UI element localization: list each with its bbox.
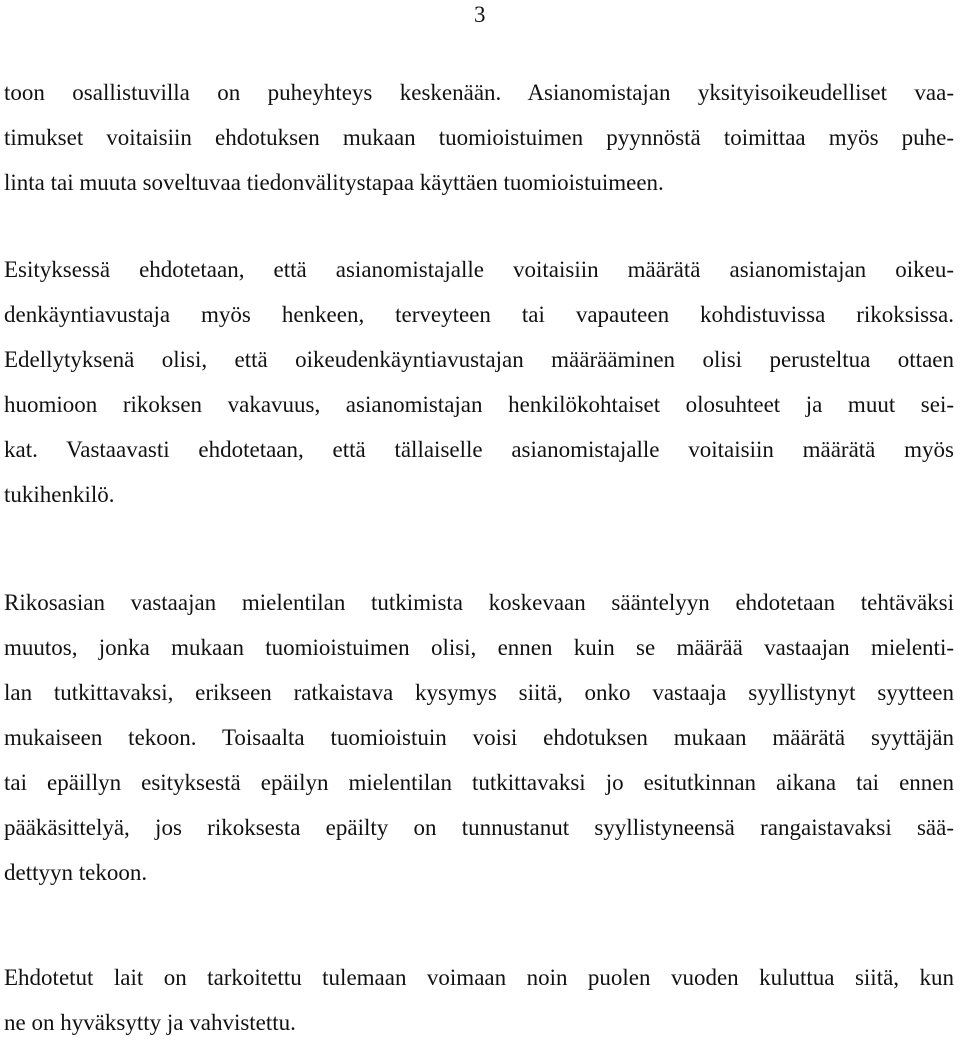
text-line: kat. Vastaavasti ehdotetaan, että tällaiselle asianomistajalle voitaisiin määrätä myös (4, 437, 954, 462)
text-line: Rikosasian vastaajan mielentilan tutkimista koskevaan sääntelyyn ehdotetaan tehtäväksi (4, 590, 954, 615)
text-line: dettyyn tekoon. (4, 860, 148, 885)
paragraph-4 (4, 955, 954, 1045)
page-number: 3 (474, 2, 486, 27)
text-line: linta tai muuta soveltuvaa tiedonvälitystapaa käyttäen tuomioistuimeen. (4, 170, 664, 195)
text-line: Edellytyksenä olisi, että oikeudenkäyntiavustajan määrääminen olisi perusteltua ottaen (4, 347, 954, 372)
text-line: Ehdotetut lait on tarkoitettu tulemaan voimaan noin puolen vuoden kuluttua siitä, kun (4, 965, 954, 990)
paragraph-2 (4, 247, 954, 517)
text-line: huomioon rikoksen vakavuus, asianomistajan henkilökohtaiset olosuhteet ja muut sei- (4, 392, 954, 417)
text-line: denkäyntiavustaja myös henkeen, terveyteen tai vapauteen kohdistuvissa rikoksissa. (4, 302, 954, 327)
text-line: mukaiseen tekoon. Toisaalta tuomioistuin voisi ehdotuksen mukaan määrätä syyttäjän (4, 725, 954, 750)
text-line: Esityksessä ehdotetaan, että asianomistajalle voitaisiin määrätä asianomistajan oikeu- (4, 257, 954, 282)
paragraph-3 (4, 580, 954, 895)
text-line: timukset voitaisiin ehdotuksen mukaan tuomioistuimen pyynnöstä toimittaa myös puhe- (4, 125, 954, 150)
text-line: tai epäillyn esityksestä epäilyn mielentilan tutkittavaksi jo esitutkinnan aikana tai ennen (4, 770, 954, 795)
text-line: toon osallistuvilla on puheyhteys keskenään. Asianomistajan yksityisoikeudelliset vaa- (4, 80, 954, 105)
paragraph-1 (4, 70, 954, 205)
text-line: ne on hyväksytty ja vahvistettu. (4, 1010, 296, 1035)
text-line: lan tutkittavaksi, erikseen ratkaistava kysymys siitä, onko vastaaja syyllistynyt syytteen (4, 680, 954, 705)
text-line: pääkäsittelyä, jos rikoksesta epäilty on tunnustanut syyllistyneensä rangaistavaksi sää- (4, 815, 954, 840)
text-line: tukihenkilö. (4, 482, 115, 507)
text-line: muutos, jonka mukaan tuomioistuimen olisi, ennen kuin se määrää vastaajan mielenti- (4, 635, 954, 660)
